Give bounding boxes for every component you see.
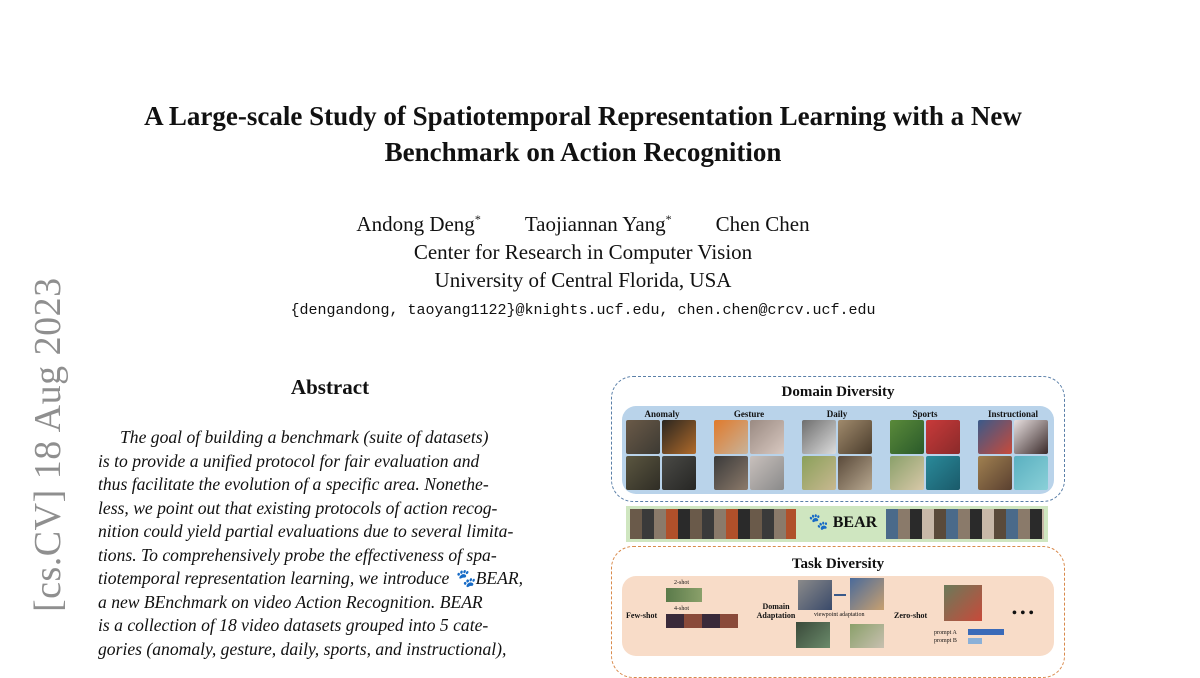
task-label-fewshot: Few-shot — [626, 611, 658, 620]
title-line-1: A Large-scale Study of Spatiotemporal Representation Learning with a New — [144, 101, 1022, 131]
affiliation-line-2: University of Central Florida, USA — [434, 268, 732, 292]
abstract-line: tiotemporal representation learning, we introduce 🐾BEAR, — [98, 568, 524, 588]
video-thumbnail — [838, 420, 872, 454]
category-label-daily: Daily — [826, 409, 848, 419]
video-thumbnail — [802, 420, 836, 454]
abstract-line: gories (anomaly, gesture, daily, sports, and instructional), — [98, 638, 507, 659]
prompt-score-bar — [968, 629, 1004, 635]
category-label-anomaly: Anomaly — [644, 409, 680, 419]
video-thumbnail — [796, 622, 830, 648]
video-thumbnail — [850, 578, 884, 610]
viewpoint-adaptation-label: viewpoint adaptation — [814, 612, 865, 618]
task-label-domain-adaptation: Domain Adaptation — [756, 602, 796, 620]
author: Andong Deng* — [356, 212, 481, 236]
video-thumbnail — [666, 588, 702, 602]
video-thumbnail — [714, 420, 748, 454]
video-thumbnail — [1014, 420, 1048, 454]
video-thumbnail — [978, 456, 1012, 490]
video-thumbnail — [750, 420, 784, 454]
video-thumbnail — [714, 456, 748, 490]
video-thumbnail — [1014, 456, 1048, 490]
video-thumbnail — [926, 456, 960, 490]
shot-label: 4-shot — [674, 606, 689, 612]
category-label-instructional: Instructional — [987, 409, 1038, 419]
arrow-icon — [834, 594, 846, 596]
arxiv-stamp: [cs.CV] 18 Aug 2023 — [27, 277, 69, 612]
category-label-gesture: Gesture — [733, 409, 765, 419]
video-thumbnail — [662, 456, 696, 490]
title-line-2: Benchmark on Action Recognition — [384, 137, 782, 167]
bear-logo: 🐾 BEAR — [808, 514, 878, 531]
video-thumbnail-strip — [630, 509, 796, 539]
author: Chen Chen — [715, 212, 810, 236]
abstract-body — [98, 426, 562, 661]
video-thumbnail — [838, 456, 872, 490]
abstract-line: is to provide a unified protocol for fair evaluation and — [98, 450, 480, 471]
video-thumbnail — [850, 624, 884, 648]
paw-icon: 🐾 — [808, 514, 829, 531]
paper-title — [100, 98, 1066, 170]
video-thumbnail — [662, 420, 696, 454]
abstract-line: nition could yield partial evaluations due to several limita- — [98, 521, 514, 541]
abstract-line: less, we point out that existing protocols of action recog- — [98, 497, 498, 518]
abstract-heading: Abstract — [290, 375, 370, 399]
abstract-line: tions. To comprehensively probe the effectiveness of spa- — [98, 544, 497, 565]
video-thumbnail — [978, 420, 1012, 454]
video-thumbnail — [890, 420, 924, 454]
prompt-label: prompt B — [934, 638, 957, 644]
video-thumbnail — [944, 585, 982, 621]
video-thumbnail — [626, 420, 660, 454]
prompt-label: prompt A — [934, 630, 957, 636]
video-thumbnail — [802, 456, 836, 490]
video-thumbnail — [798, 580, 832, 610]
abstract-line: is a collection of 18 video datasets grouped into 5 cate- — [98, 615, 489, 635]
video-thumbnail-strip — [886, 509, 1044, 539]
more-tasks-ellipsis: • • • — [1012, 606, 1034, 621]
abstract-line: a new BEnchmark on video Action Recognition. BEAR — [98, 591, 483, 612]
video-thumbnail — [750, 456, 784, 490]
video-thumbnail-strip — [666, 614, 738, 628]
author: Taojiannan Yang* — [524, 212, 672, 236]
task-label-zeroshot: Zero-shot — [894, 611, 928, 620]
prompt-score-bar — [968, 638, 982, 644]
video-thumbnail — [890, 456, 924, 490]
affiliation-line-1: Center for Research in Computer Vision — [413, 240, 753, 264]
author-list — [100, 212, 1066, 237]
author-emails: {dengandong, taoyang1122}@knights.ucf.edu, chen.chen@crcv.ucf.edu — [290, 302, 876, 319]
teaser-figure — [608, 374, 1068, 648]
abstract-line: thus facilitate the evolution of a specific area. Nonethe- — [98, 474, 489, 494]
shot-label: 2-shot — [674, 580, 689, 586]
video-thumbnail — [626, 456, 660, 490]
task-diversity-title: Task Diversity — [791, 556, 885, 572]
abstract-line: The goal of building a benchmark (suite of datasets) — [120, 427, 489, 447]
category-label-sports: Sports — [912, 409, 938, 419]
video-thumbnail — [926, 420, 960, 454]
domain-diversity-title: Domain Diversity — [781, 384, 895, 400]
